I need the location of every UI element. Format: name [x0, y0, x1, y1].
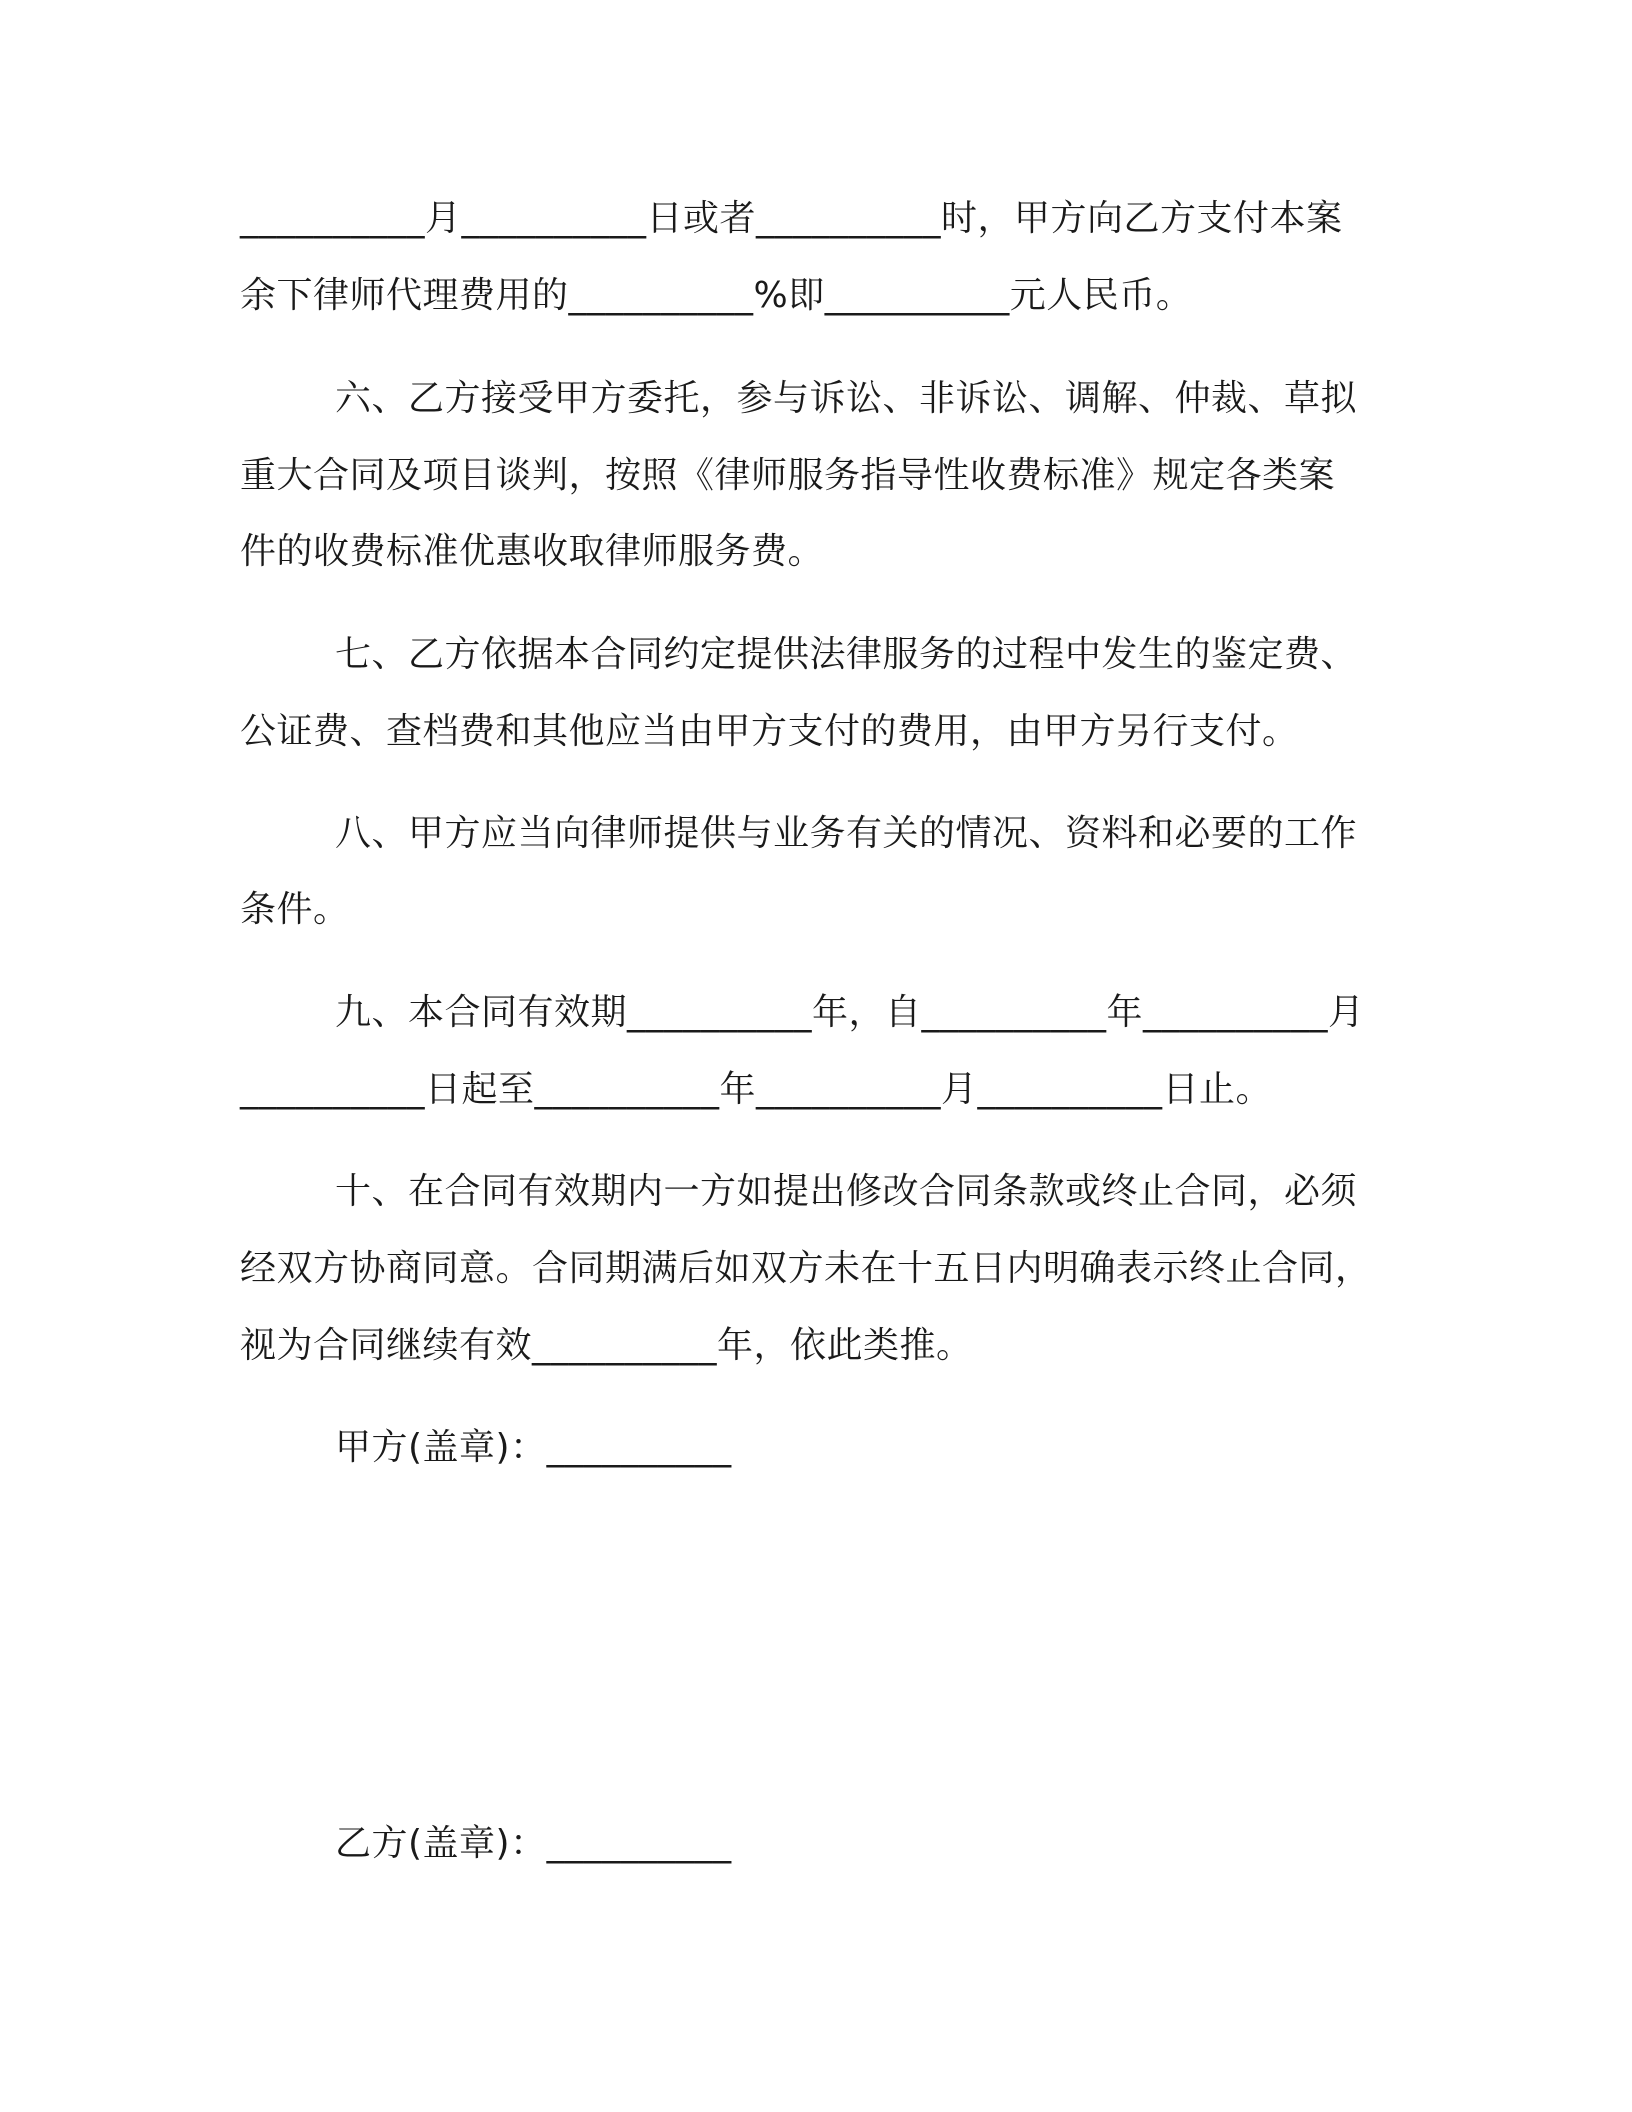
- text-line: 余下律师代理费用的__________%即__________元人民币。: [240, 275, 1193, 316]
- signature-party-a: 甲方(盖章)：__________: [335, 1427, 732, 1468]
- signature-party-b: 乙方(盖章)：__________: [335, 1823, 732, 1864]
- text-line: 经双方协商同意。合同期满后如双方未在十五日内明确表示终止合同，: [240, 1248, 1372, 1289]
- clause-seven-line: 七、乙方依据本合同约定提供法律服务的过程中发生的鉴定费、: [335, 634, 1358, 675]
- text-line: 件的收费标准优惠收取律师服务费。: [240, 531, 825, 572]
- clause-nine-line: 九、本合同有效期__________年，自__________年__________月: [335, 992, 1365, 1033]
- text-line: 条件。: [240, 889, 350, 930]
- text-line: 视为合同继续有效__________年，依此类推。: [240, 1325, 973, 1366]
- text-line: __________月__________日或者__________时，甲方向乙方支付本案: [240, 198, 1343, 239]
- text-line: __________日起至__________年__________月__________日止。: [240, 1069, 1273, 1110]
- clause-eight-line: 八、甲方应当向律师提供与业务有关的情况、资料和必要的工作: [335, 813, 1358, 854]
- clause-six-line: 六、乙方接受甲方委托，参与诉讼、非诉讼、调解、仲裁、草拟: [335, 378, 1358, 419]
- text-line: 重大合同及项目谈判，按照《律师服务指导性收费标准》规定各类案: [240, 455, 1336, 496]
- text-line: 公证费、查档费和其他应当由甲方支付的费用，由甲方另行支付。: [240, 711, 1299, 752]
- clause-ten-line: 十、在合同有效期内一方如提出修改合同条款或终止合同，必须: [335, 1171, 1358, 1212]
